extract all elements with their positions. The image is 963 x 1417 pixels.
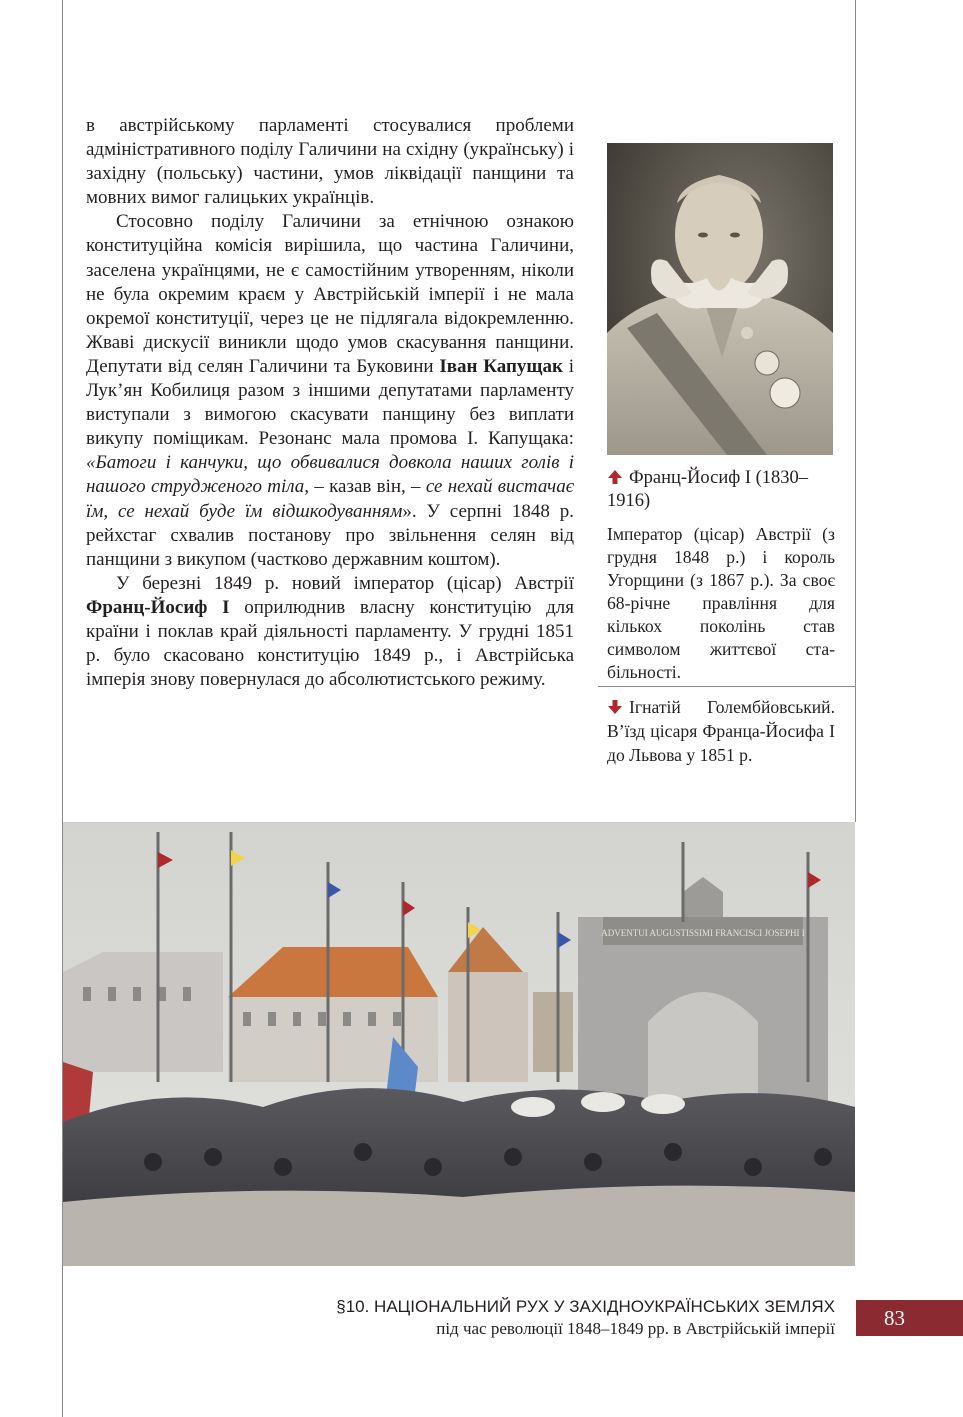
footer-section-subtitle: під час революції 1848–1849 рр. в Австрійській імперії	[436, 1319, 835, 1338]
quote-part-1: «Батоги і канчуки, що обвивалися довкола наших голів і нашого струдженого тіла,	[86, 452, 574, 498]
painting-caption-text: Ігнатій Голембйовський. В’їзд цісаря Франца-Йосифа I до Львова у 1851 р.	[607, 697, 835, 765]
arrow-down-icon	[607, 699, 623, 715]
portrait-caption-description: Імператор (цісар) Австрії (з грудня 1848 р.) і король Угорщини (з 1867 р.). За своє 68-річне правління для кількох поколінь став символом життєвої стабільності.	[607, 524, 835, 682]
painting-illustration	[63, 822, 855, 1266]
paragraph-3-text-a: У березні 1849 р. новий імператор (цісар) Австрії	[116, 572, 574, 594]
portrait-illustration	[607, 143, 833, 455]
name-ivan-kapushchak: Іван Капущак	[439, 355, 563, 377]
right-margin-rule	[855, 0, 856, 822]
quote-part-2: се нехай вистачає їм, се нехай буде їм відшкодуванням	[86, 476, 574, 522]
paragraph-2-text-c: – казав він, –	[309, 476, 426, 498]
paragraph-2-text-d: ». У серпні 1848 р. рейхстаг схвалив постанову про звільнення селян від панщини з викупом (частково державним коштом).	[86, 500, 574, 570]
lviv-entry-painting	[63, 822, 855, 1266]
paragraph-2	[86, 210, 574, 571]
portrait-caption-title	[607, 467, 835, 513]
arrow-up-icon	[607, 469, 623, 485]
paragraph-2-text-a: Стосовно поділу Галичини за етнічною ознакою конституційна комісія вирішила, що частина Галичини, заселена українцями, не є самостійним утворенням, ніколи не була окремим краєм у Австрійській імперії і не мала окремої конституції, через це не підлягала відокремленню. Жваві дискусії виникли щодо умов скасування панщини. Депутати від селян Галичини та Буковини	[86, 211, 574, 377]
paragraph-1	[86, 114, 574, 210]
portrait-caption-title-text: Франц-Йосиф I (1830–1916)	[607, 468, 809, 511]
paragraph-3-text-b: оприлюднив власну конституцію для країни і поклав край діяльності парламенту. У грудні 1851 р. було скасовано конституцію 1849 р., і Австрійська імперія знову повернулася до абсолютистського режиму.	[86, 596, 574, 691]
arch-inscription: ADVENTUI AUGUSTISSIMI FRANCISCI JOSEPHI I	[601, 928, 805, 938]
paragraph-2-text-b: і Лук’ян Кобилиця разом з іншими депутатами парламенту виступали з вимогою скасувати панщину без виплати викупу поміщикам. Резонанс мала промова І. Капущака:	[86, 355, 574, 450]
caption-divider	[598, 686, 856, 687]
franz-joseph-portrait	[607, 143, 833, 455]
main-text-body	[86, 114, 574, 692]
page-number: 83	[856, 1300, 963, 1336]
painting-caption	[607, 695, 835, 767]
paragraph-3	[86, 572, 574, 692]
paragraph-1-text: в австрійському парламенті стосувалися проблеми адміністративного поділу Галичини на східну (українську) і західну (польську) частини, умов ліквідації панщини та мовних вимог галицьких українців.	[86, 115, 574, 209]
footer-section-title: §10. НАЦІОНАЛЬНИЙ РУХ У ЗАХІДНОУКРАЇНСЬКИХ ЗЕМЛЯХ	[336, 1297, 835, 1316]
name-franz-joseph: Франц-Йосиф I	[86, 596, 230, 618]
